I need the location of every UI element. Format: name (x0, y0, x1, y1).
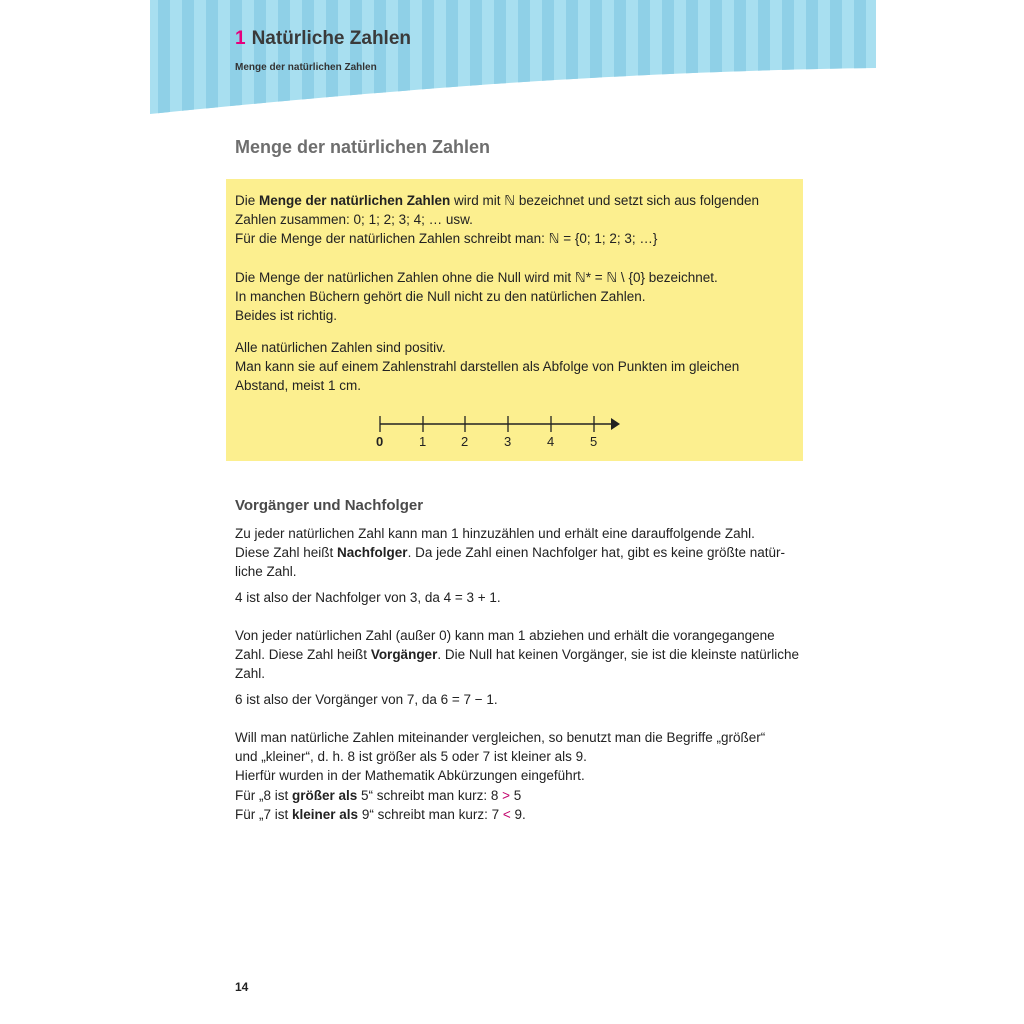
term-vorgaenger: Vorgänger (370, 647, 438, 662)
comparison-line-3: Hierfür wurden in der Mathematik Abkürzungen eingeführt. (235, 768, 585, 783)
def-line-7: Alle natürlichen Zahlen sind positiv. (235, 340, 446, 355)
comparison-line-2: und „kleiner“, d. h. 8 ist größer als 5 oder 7 ist kleiner als 9. (235, 749, 587, 764)
subsection-heading: Vorgänger und Nachfolger (235, 497, 424, 514)
section-heading: Menge der natürlichen Zahlen (235, 137, 491, 157)
chapter-number: 1 (235, 28, 246, 49)
def-line-8: Man kann sie auf einem Zahlenstrahl darstellen als Abfolge von Punkten im gleichen (235, 359, 740, 374)
predecessor-line-2: Zahl. Diese Zahl heißt Vorgänger. Die Null hat keinen Vorgänger, sie ist die kleinste natürliche (235, 647, 800, 662)
number-line-label: 3 (504, 434, 512, 449)
less-than-symbol: < (502, 807, 511, 822)
predecessor-line-3: Zahl. (235, 666, 266, 681)
def-line-2: Zahlen zusammen: 0; 1; 2; 3; 4; … usw. (235, 212, 473, 227)
chapter-title (235, 28, 411, 50)
number-line-label: 0 (376, 434, 384, 449)
def-line-5: In manchen Büchern gehört die Null nicht zu den natürlichen Zahlen. (235, 289, 646, 304)
number-line-label: 4 (547, 434, 555, 449)
def-line-1: Die Menge der natürlichen Zahlen wird mit ℕ bezeichnet und setzt sich aus folgenden (235, 193, 760, 208)
successor-line-1: Zu jeder natürlichen Zahl kann man 1 hinzuzählen und erhält eine darauffolgende Zahl. (235, 526, 755, 541)
def-line-4: Die Menge der natürlichen Zahlen ohne die Null wird mit ℕ* = ℕ \ {0} bezeichnet. (235, 270, 718, 285)
predecessor-example: 6 ist also der Vorgänger von 7, da 6 = 7 − 1. (235, 692, 498, 707)
chapter-title-text: Natürliche Zahlen (251, 28, 411, 49)
term-groesser-als: größer als (292, 788, 358, 803)
number-line-label: 1 (419, 434, 427, 449)
number-line-arrow (611, 418, 620, 430)
comparison-line-1: Will man natürliche Zahlen miteinander vergleichen, so benutzt man die Begriffe „größer“ (235, 730, 766, 745)
term-menge: Menge der natürlichen Zahlen (259, 193, 451, 208)
page-number: 14 (235, 980, 249, 994)
successor-example: 4 ist also der Nachfolger von 3, da 4 = 3 + 1. (235, 590, 501, 605)
def-line-9: Abstand, meist 1 cm. (235, 378, 362, 393)
comparison-line-4: Für „8 ist größer als 5“ schreibt man kurz: 8 > 5 (235, 788, 522, 803)
term-nachfolger: Nachfolger (337, 545, 408, 560)
header-band (150, 0, 876, 115)
predecessor-line-1: Von jeder natürlichen Zahl (außer 0) kann man 1 abziehen und erhält die vorangegangene (235, 628, 775, 643)
greater-than-symbol: > (502, 788, 510, 803)
chapter-subtitle: Menge der natürlichen Zahlen (235, 62, 377, 73)
number-line-label: 2 (461, 434, 469, 449)
def-line-6: Beides ist richtig. (235, 308, 338, 323)
def-line-3: Für die Menge der natürlichen Zahlen schreibt man: ℕ = {0; 1; 2; 3; …} (235, 231, 658, 246)
successor-line-3: liche Zahl. (235, 564, 297, 579)
term-kleiner-als: kleiner als (292, 807, 359, 822)
comparison-line-5: Für „7 ist kleiner als 9“ schreibt man kurz: 7 < 9. (235, 807, 526, 822)
number-line-label: 5 (590, 434, 598, 449)
successor-line-2: Diese Zahl heißt Nachfolger. Da jede Zahl einen Nachfolger hat, gibt es keine größte natür- (235, 545, 786, 560)
